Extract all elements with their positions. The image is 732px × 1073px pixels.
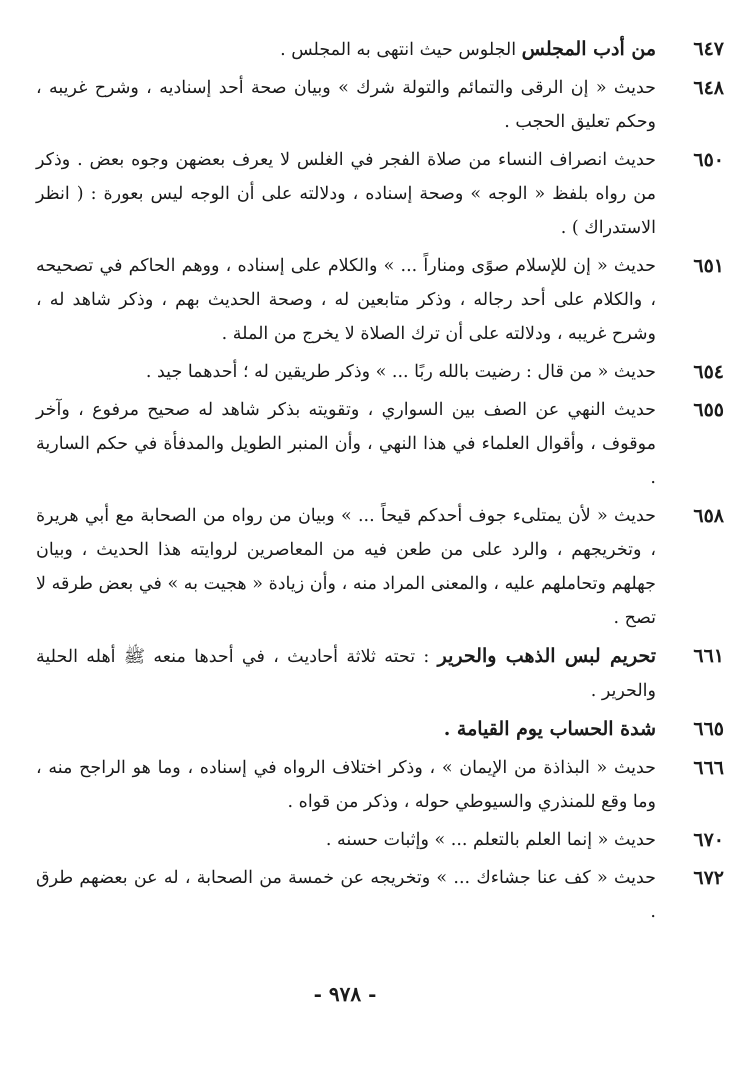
entry-text: الجلوس حيث انتهى به المجلس .	[280, 40, 522, 60]
entry-text: حديث « إنما العلم بالتعلم ... » وإثبات حسنه .	[325, 830, 656, 850]
index-entry-661	[36, 639, 724, 708]
entry-text: حديث « إن للإسلام صوًى ومناراً ... » والكلام على إسناده ، ووهم الحاكم في تصحيحه ، والكلام على أحد رجاله ، وذكر متابعين له ، وصحة الحديث بهم ، وذكر شاهد له ، وشرح غريبه ، ودلالته على أن ترك الصلاة لا يخرج من الملة .	[36, 256, 656, 344]
entry-text: حديث انصراف النساء من صلاة الفجر في الغلس لا يعرف بعضهن وجوه بعض . وذكر من رواه بلفظ « الوجه » وصحة إسناده ، ودلالته على أن الوجه ليس بعورة : ( انظر الاستدراك ) .	[36, 150, 656, 238]
entry-text: : تحته ثلاثة أحاديث ، في أحدها منعه ﷺ أهله الحلية والحرير .	[36, 647, 656, 701]
index-entry-665	[36, 712, 724, 747]
entry-number: ٦٥٥	[693, 399, 724, 421]
index-entry-670	[36, 823, 724, 857]
index-entry-654	[36, 355, 724, 389]
entry-number: ٦٦٦	[693, 757, 724, 779]
index-entry-648	[36, 71, 724, 139]
entry-heading: شدة الحساب يوم القيامة .	[443, 718, 656, 740]
index-list	[36, 32, 724, 933]
entry-text: حديث « البذاذة من الإيمان » ، وذكر اختلاف الرواه في إسناده ، وما هو الراجح منه ، وما وقع للمنذري والسيوطي حوله ، وذكر من قواه .	[36, 758, 656, 812]
index-entry-655	[36, 393, 724, 495]
entry-number: ٦٥٠	[693, 149, 724, 171]
entry-text: حديث « من قال : رضيت بالله ربًا ... » وذكر طريقين له ؛ أحدهما جيد .	[145, 362, 656, 382]
index-entry-666	[36, 751, 724, 819]
entry-number: ٦٥١	[693, 255, 724, 277]
entry-number: ٦٤٧	[693, 38, 724, 60]
entry-number: ٦٧٠	[693, 829, 724, 851]
entry-text: حديث النهي عن الصف بين السواري ، وتقويته بذكر شاهد له صحيح مرفوع ، وآخر موقوف ، وأقوال العلماء في هذا النهي ، وأن المنبر الطويل والمدفأة في حكم السارية .	[36, 400, 656, 488]
index-entry-651	[36, 249, 724, 351]
entry-text: حديث « لأن يمتلىء جوف أحدكم قيحاً ... » وبيان من رواه من الصحابة مع أبي هريرة ، وتخريجهم ، والرد على من طعن فيه من المعاصرين لروايته هذا الحديث ، وبيان جهلهم وتحاملهم عليه ، والمعنى المراد منه ، وأن زيادة « هجيت به » في بعض طرقه لا تصح .	[36, 506, 656, 628]
entry-number: ٦٦١	[693, 645, 724, 667]
index-entry-650	[36, 143, 724, 245]
page-number: - ٩٧٨ -	[313, 982, 377, 1006]
index-entry-672	[36, 861, 724, 929]
index-entry-647	[36, 32, 724, 67]
entry-number: ٦٤٨	[693, 77, 724, 99]
entry-number: ٦٦٥	[693, 718, 724, 740]
entry-text: حديث « كف عنا جشاءك ... » وتخريجه عن خمسة من الصحابة ، له عن بعضهم طرق .	[36, 868, 656, 922]
entry-number: ٦٥٤	[693, 361, 724, 383]
entry-number: ٦٥٨	[693, 505, 724, 527]
entry-text: حديث « إن الرقى والتمائم والتولة شرك » وبيان صحة أحد إسناديه ، وشرح غريبه ، وحكم تعليق الحجب .	[36, 78, 656, 132]
index-entry-658	[36, 499, 724, 635]
entry-number: ٦٧٢	[693, 867, 724, 889]
entry-heading: من أدب المجلس	[521, 38, 656, 60]
entry-heading: تحريم لبس الذهب والحرير	[437, 645, 656, 667]
